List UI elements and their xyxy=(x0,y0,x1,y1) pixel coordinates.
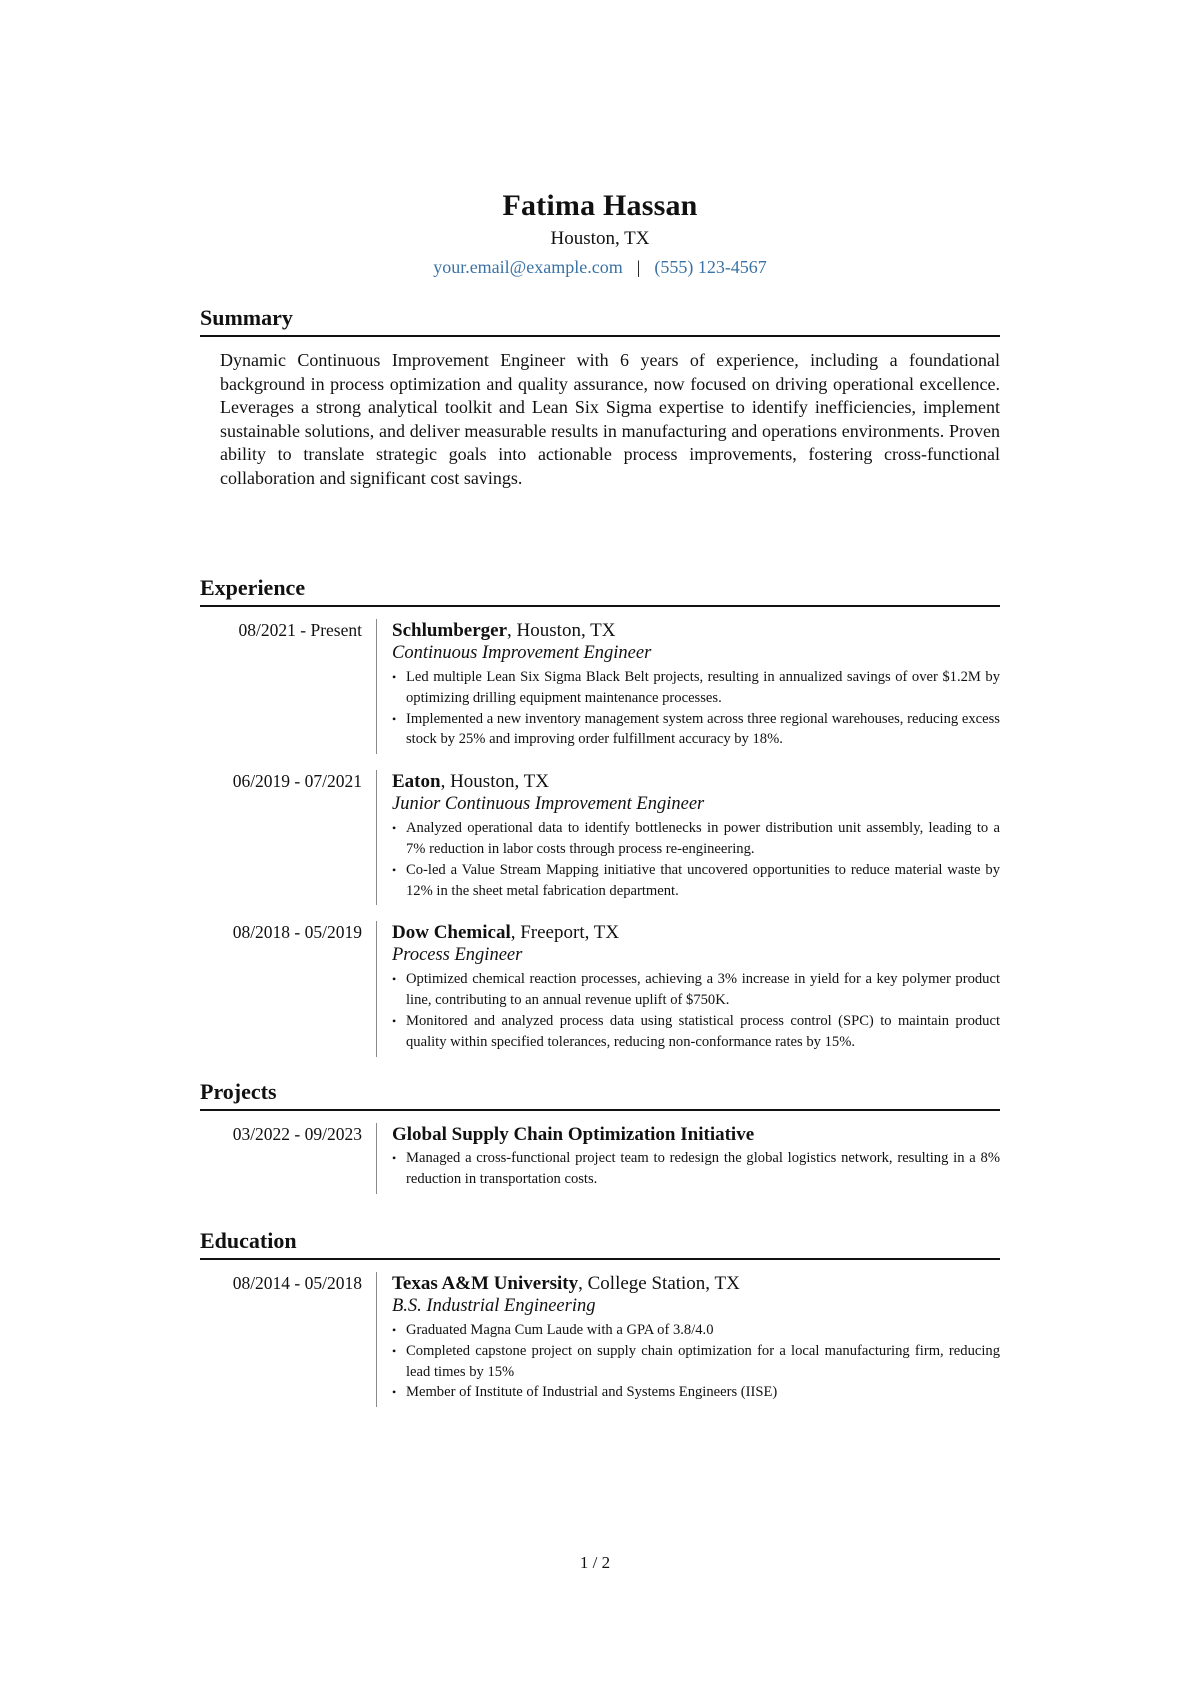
entry-body xyxy=(376,1123,1000,1194)
candidate-location: Houston, TX xyxy=(550,228,650,249)
institution-place: , College Station, TX xyxy=(578,1273,740,1294)
bullet-item: • Implemented a new inventory management system across three regional warehouses, reducing excess stock by 25% and improving order fulfillment accuracy by 18%. xyxy=(392,709,1000,751)
experience-section xyxy=(200,574,1000,1057)
entry-date: 06/2019 - 07/2021 xyxy=(232,771,362,792)
institution-name: Texas A&M University xyxy=(392,1273,579,1294)
contact-separator: | xyxy=(636,257,641,277)
bullet-item: • Member of Institute of Industrial and Systems Engineers (IISE) xyxy=(392,1382,1000,1403)
entry-role: Process Engineer xyxy=(392,945,523,966)
education-section xyxy=(200,1227,1000,1407)
bullet-item: • Completed capstone project on supply chain optimization for a local manufacturing firm, reducing lead times by 15% xyxy=(392,1341,1000,1383)
bullet-item: • Managed a cross-functional project team to redesign the global logistics network, resulting in a 8% reduction in transportation costs. xyxy=(392,1148,1000,1190)
bullet-item: • Co-led a Value Stream Mapping initiative that uncovered opportunities to reduce material waste by 12% in the sheet metal fabrication department. xyxy=(392,860,1000,902)
project-entry xyxy=(200,1123,1000,1194)
entry-organization xyxy=(392,770,1000,793)
section-title-education: Education xyxy=(200,1227,1000,1260)
summary-text: Dynamic Continuous Improvement Engineer with 6 years of experience, including a foundational background in process optimization and quality assurance, now focused on driving operational excellence. Leverages a strong analytical toolkit and Lean Six Sigma expertise to identify inefficiencies, implement sustainable solutions, and deliver measurable results in manufacturing and operations environments. Proven ability to translate strategic goals into actionable process improvements, fostering cross-functional collaboration and significant cost savings. xyxy=(220,350,1000,488)
bullet-list xyxy=(392,1148,1000,1190)
entry-body xyxy=(376,921,1000,1056)
entry-date: 08/2014 - 05/2018 xyxy=(232,1273,362,1293)
entry-organization xyxy=(392,921,1000,944)
bullet-item: • Graduated Magna Cum Laude with a GPA of 3.8/4.0 xyxy=(392,1320,1000,1341)
bullet-list xyxy=(392,969,1000,1052)
resume-header xyxy=(200,188,1000,280)
entry-organization xyxy=(392,619,1000,642)
bullet-item: • Led multiple Lean Six Sigma Black Belt projects, resulting in annualized savings of over $1.2M by optimizing drilling equipment maintenance processes. xyxy=(392,667,1000,709)
organization-place: , Houston, TX xyxy=(507,620,616,641)
bullet-item: • Analyzed operational data to identify bottlenecks in power distribution unit assembly, leading to a 7% reduction in labor costs through process re-engineering. xyxy=(392,818,1000,860)
organization-name: Dow Chemical xyxy=(392,922,511,944)
entry-date: 03/2022 - 09/2023 xyxy=(232,1124,362,1144)
bullet-list xyxy=(392,818,1000,901)
experience-entry xyxy=(200,619,1000,754)
experience-entry xyxy=(200,921,1000,1056)
candidate-name: Fatima Hassan xyxy=(502,189,698,222)
entry-date: 08/2021 - Present xyxy=(238,620,362,640)
contact-line xyxy=(200,254,1000,280)
project-name: Global Supply Chain Optimization Initiative xyxy=(392,1124,755,1145)
email-link[interactable]: your.email@example.com xyxy=(433,257,623,277)
bullet-item: • Optimized chemical reaction processes, achieving a 3% increase in yield for a key polymer product line, contributing to an annual revenue uplift of $750K. xyxy=(392,969,1000,1011)
bullet-item: • Monitored and analyzed process data using statistical process control (SPC) to maintain product quality within specified tolerances, reducing non-conformance rates by 15%. xyxy=(392,1011,1000,1053)
entry-date: 08/2018 - 05/2019 xyxy=(232,922,362,943)
section-title-projects: Projects xyxy=(200,1078,1000,1111)
entry-body xyxy=(376,770,1000,905)
organization-place: , Freeport, TX xyxy=(510,922,620,944)
entry-body xyxy=(376,619,1000,754)
organization-place: , Houston, TX xyxy=(440,771,549,793)
organization-name: Schlumberger xyxy=(392,620,508,641)
bullet-list xyxy=(392,1320,1000,1403)
entry-role: Junior Continuous Improvement Engineer xyxy=(392,794,705,815)
entry-body xyxy=(376,1272,1000,1407)
projects-section xyxy=(200,1078,1000,1194)
experience-entry xyxy=(200,770,1000,905)
entry-role: Continuous Improvement Engineer xyxy=(392,643,652,663)
section-title-summary: Summary xyxy=(200,304,1000,337)
page-number: 1 / 2 xyxy=(579,1553,611,1572)
entry-degree: B.S. Industrial Engineering xyxy=(392,1296,596,1316)
education-entry xyxy=(200,1272,1000,1407)
section-title-experience: Experience xyxy=(200,574,1000,607)
summary-section xyxy=(200,304,1000,490)
entry-organization xyxy=(392,1272,1000,1295)
entry-organization xyxy=(392,1123,1000,1146)
organization-name: Eaton xyxy=(392,771,441,793)
bullet-list xyxy=(392,667,1000,750)
phone-link[interactable]: (555) 123-4567 xyxy=(654,257,767,277)
